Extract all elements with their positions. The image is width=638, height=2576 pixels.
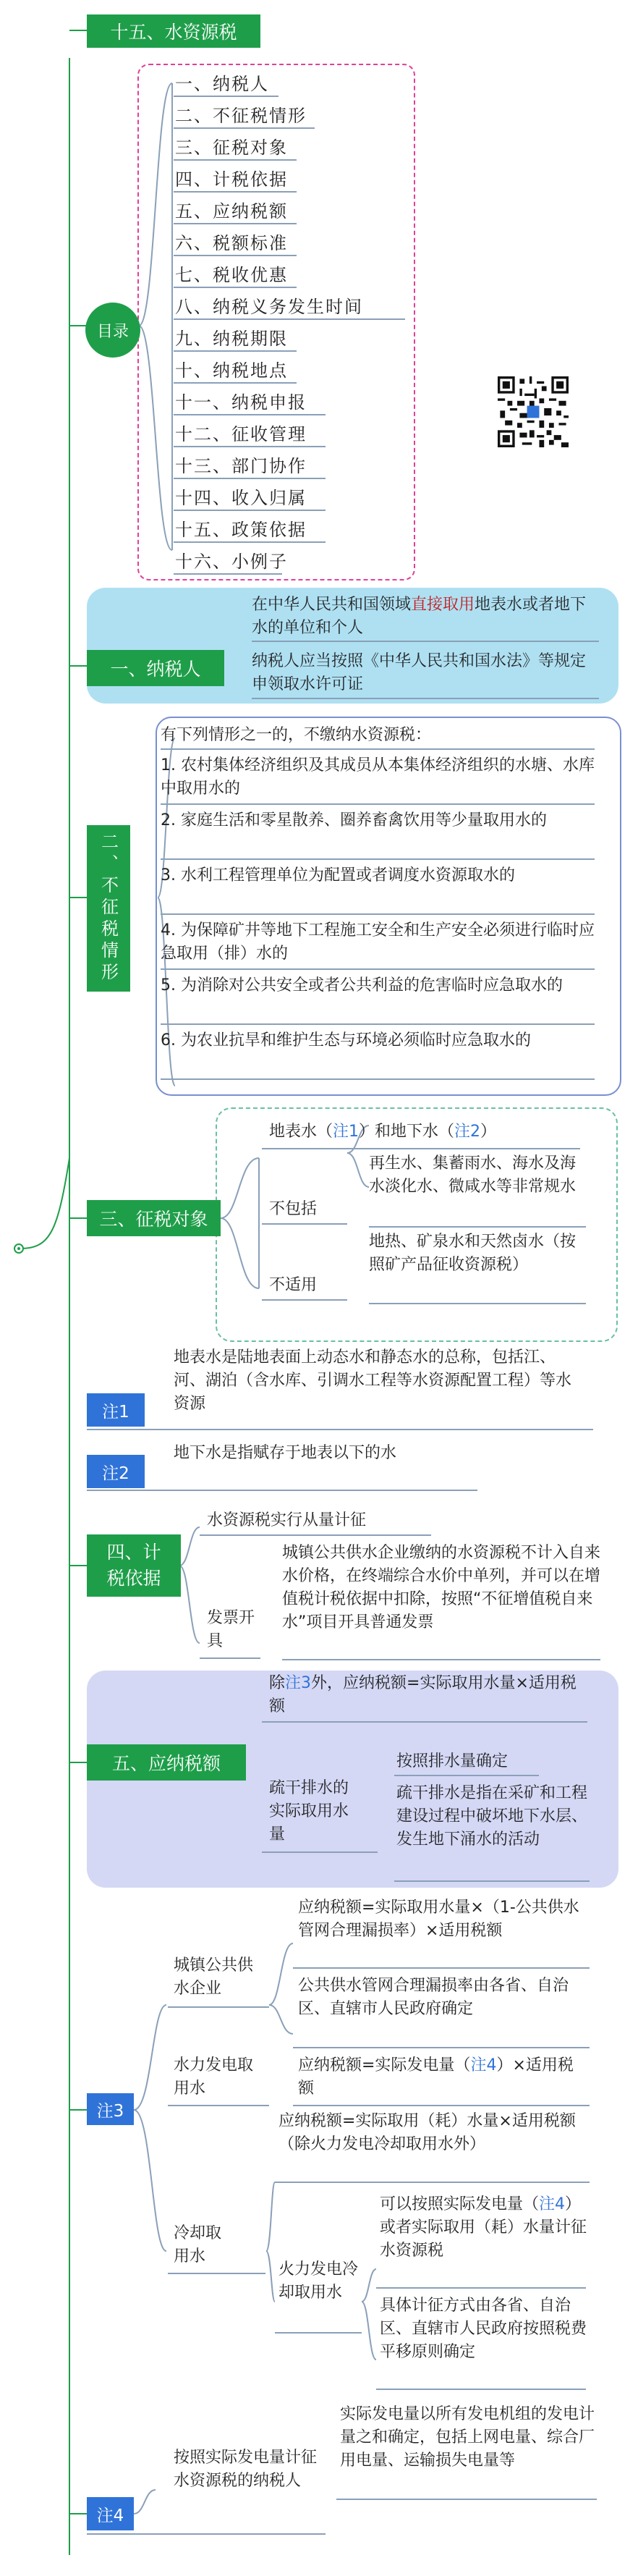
s1-permit: 纳税人应当按照《中华人民共和国水法》等规定申领取水许可证 bbox=[252, 652, 587, 693]
s1-label: 一、纳税人 bbox=[110, 659, 201, 680]
note4-right: 实际发电量以所有发电机组的发电计量之和确定，包括上网电量、综合厂用电量、运输损失电量等 bbox=[340, 2405, 595, 2470]
s3-note1-badge[interactable] bbox=[87, 1393, 145, 1427]
note3-hydro-label: 水力发电取用水 bbox=[174, 2056, 254, 2098]
s3-note2-badge[interactable] bbox=[87, 1455, 145, 1488]
note3-cool-p1: 应纳税额=实际取用（耗）水量×适用税额（除火力发电冷却取用水外） bbox=[278, 2112, 576, 2153]
note3-urban-p1: 应纳税额=实际取用水量×（1-公共供水管网合理漏损率）×适用税额 bbox=[298, 1899, 579, 1940]
s2-item: 1. 农村集体经济组织及其成员从本集体经济组织的水塘、水库中取用水的 bbox=[161, 756, 595, 798]
note3-urban-p2: 公共供水管网合理漏损率由各省、自治区、直辖市人民政府确定 bbox=[298, 1977, 569, 2018]
toc-item[interactable]: 五、应纳税额 bbox=[175, 201, 288, 221]
s3-note2-label: 注2 bbox=[102, 1464, 129, 1483]
toc-item[interactable]: 十五、政策依据 bbox=[175, 520, 307, 540]
s3-exclude-text: 再生水、集蓄雨水、海水及海水淡化水、微咸水等非常规水 bbox=[369, 1154, 577, 1196]
toc-item[interactable]: 十、纳税地点 bbox=[175, 360, 288, 381]
toc-item[interactable]: 十三、部门协作 bbox=[175, 456, 307, 476]
s1-node[interactable] bbox=[87, 650, 224, 686]
toc-label: 目录 bbox=[96, 322, 129, 341]
toc-item[interactable]: 十四、收入归属 bbox=[175, 488, 307, 508]
s2-item: 5. 为消除对公共安全或者公共利益的危害临时应急取水的 bbox=[161, 976, 563, 994]
toc-item[interactable]: 十六、小例子 bbox=[175, 552, 288, 572]
s3-note1-text: 地表水是陆地表面上动态水和静态水的总称，包括江、河、湖泊（含水库、引调水工程等水资源配置工程）等水资源 bbox=[174, 1348, 572, 1413]
s3-exclude-label: 不包括 bbox=[269, 1200, 318, 1218]
note3-urban-label: 城镇公共供水企业 bbox=[174, 1956, 254, 1998]
note3-fire-p1: 可以按照实际发电量（注4）或者实际取用（耗）水量计征水资源税 bbox=[380, 2195, 587, 2260]
s3-node[interactable] bbox=[87, 1200, 221, 1236]
note3-fire-label: 火力发电冷却取用水 bbox=[278, 2260, 359, 2302]
toc-item[interactable]: 八、纳税义务发生时间 bbox=[175, 297, 363, 317]
toc-item[interactable]: 九、纳税期限 bbox=[175, 329, 288, 349]
s5-drain-label: 疏干排水的实际取用水量 bbox=[269, 1779, 349, 1844]
s2-item: 2. 家庭生活和零星散养、圈养畜禽饮用等少量取用水的 bbox=[161, 811, 547, 829]
note4-badge[interactable] bbox=[87, 2497, 134, 2530]
s4-node[interactable] bbox=[87, 1534, 181, 1597]
s5-drain-p1: 按照排水量确定 bbox=[396, 1752, 509, 1770]
s5-label: 五、应纳税额 bbox=[111, 1753, 221, 1774]
s2-item: 6. 为农业抗旱和维护生态与环境必须临时应急取水的 bbox=[161, 1031, 531, 1050]
toc-item[interactable]: 十二、征收管理 bbox=[175, 424, 307, 444]
toc-item[interactable]: 三、征税对象 bbox=[175, 138, 288, 158]
note3-label: 注3 bbox=[96, 2101, 124, 2121]
note4-left: 按照实际发电量计征水资源税的纳税人 bbox=[174, 2449, 318, 2490]
s5-formula: 除注3外，应纳税额=实际取用水量×适用税额 bbox=[269, 1674, 577, 1715]
note3-badge[interactable] bbox=[87, 2093, 134, 2125]
toc-item[interactable]: 四、计税依据 bbox=[175, 169, 288, 190]
s2-item: 4. 为保障矿井等地下工程施工安全和生产安全必须进行临时应急取用（排）水的 bbox=[161, 921, 595, 963]
s3-note2-text: 地下水是指赋存于地表以下的水 bbox=[174, 1444, 397, 1462]
qr-code-icon bbox=[498, 376, 569, 447]
root-title bbox=[87, 14, 260, 48]
s4-invoice-text: 城镇公共供水企业缴纳的水资源税不计入自来水价格，在终端综合水价中单列，并可以在增值税计税依据中扣除，按照“不征增值税自来水”项目开具普通发票 bbox=[282, 1544, 601, 1631]
toc-item[interactable]: 十一、纳税申报 bbox=[175, 392, 307, 413]
s4-invoice-label: 发票开具 bbox=[207, 1609, 255, 1650]
note3-hydro-formula: 应纳税额=实际发电量（注4）×适用税额 bbox=[298, 2056, 574, 2098]
s4-label: 四、计税依据 bbox=[106, 1542, 161, 1589]
s5-node[interactable] bbox=[87, 1744, 246, 1781]
toc-item[interactable]: 二、不征税情形 bbox=[175, 106, 307, 126]
note3-cool-label: 冷却取用水 bbox=[174, 2224, 222, 2265]
root-title-text: 十五、水资源税 bbox=[110, 22, 237, 43]
s2-label: 二、不征税情形 bbox=[98, 832, 119, 984]
s3-note1-label: 注1 bbox=[102, 1402, 129, 1422]
s3-na-text: 地热、矿泉水和天然卤水（按照矿产品征收资源税） bbox=[369, 1233, 577, 1274]
s5-drain-p2: 疏干排水是指在采矿和工程建设过程中破坏地下水层、发生地下涌水的活动 bbox=[396, 1784, 588, 1849]
s3-objects: 地表水（注1）和地下水（注2） bbox=[269, 1123, 497, 1141]
toc-item[interactable]: 一、纳税人 bbox=[175, 74, 269, 94]
s1-definition: 在中华人民共和国领域直接取用地表水或者地下水的单位和个人 bbox=[252, 596, 587, 637]
s2-intro: 有下列情形之一的，不缴纳水资源税： bbox=[161, 726, 432, 744]
toc-node bbox=[85, 303, 140, 358]
note3-fire-p2: 具体计征方式由各省、自治区、直辖市人民政府按照税费平移原则确定 bbox=[380, 2297, 587, 2361]
s2-item: 3. 水利工程管理单位为配置或者调度水资源取水的 bbox=[161, 866, 515, 884]
note4-label: 注4 bbox=[96, 2506, 124, 2525]
s1-highlight: 直接取用 bbox=[411, 596, 475, 614]
toc-item[interactable]: 七、税收优惠 bbox=[175, 265, 288, 285]
s4-text: 水资源税实行从量计征 bbox=[207, 1511, 367, 1529]
s3-na-label: 不适用 bbox=[269, 1276, 318, 1294]
toc-item[interactable]: 六、税额标准 bbox=[175, 233, 288, 253]
s2-node[interactable] bbox=[87, 825, 130, 992]
s3-label: 三、征税对象 bbox=[99, 1209, 208, 1230]
